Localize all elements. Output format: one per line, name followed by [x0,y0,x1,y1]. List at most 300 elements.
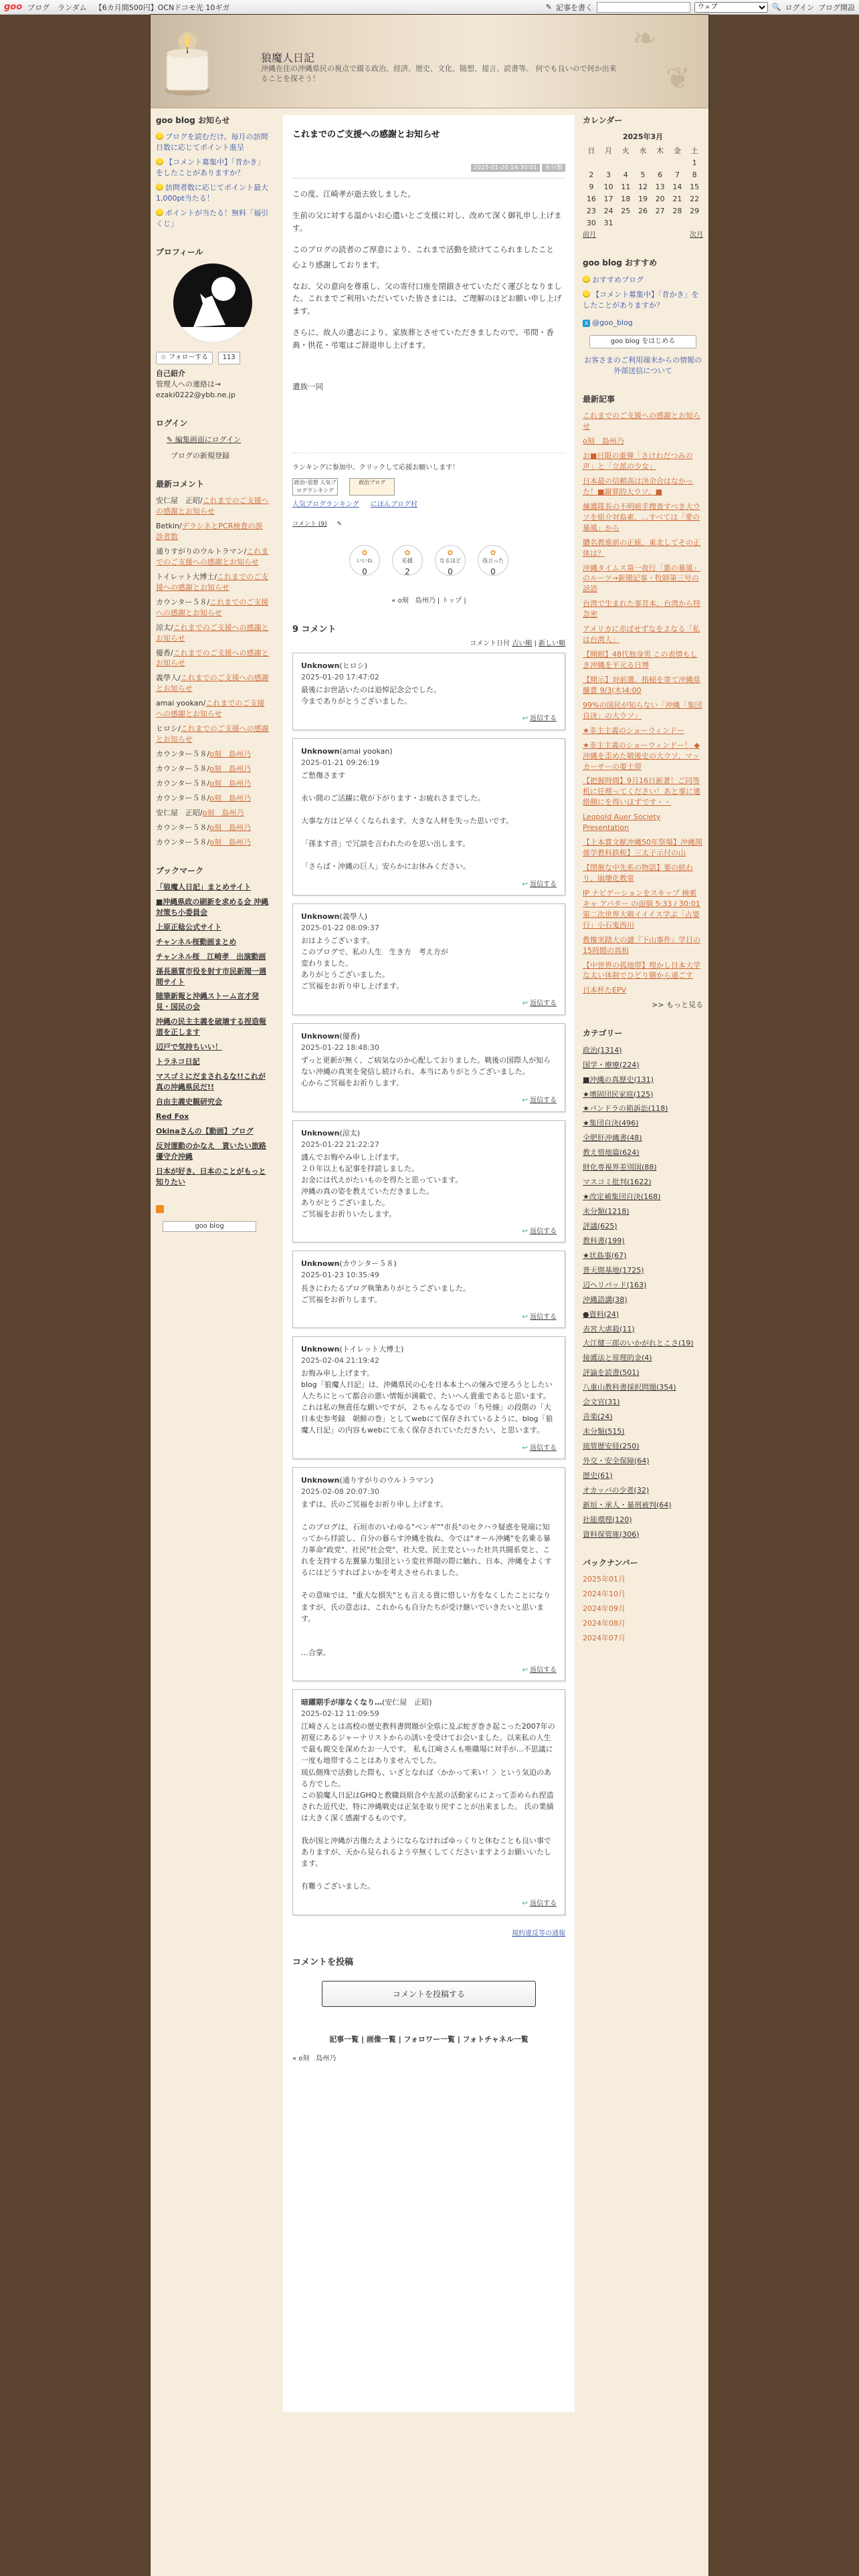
latest-article-item[interactable]: 台湾で生まれた事昔本、台湾から特急密 [583,599,700,619]
category-item[interactable] [583,1089,703,1100]
topbar-link-blog[interactable]: ブログ [27,3,50,12]
comment-author: Unknown(優香) [301,1031,361,1041]
calendar-day: 24 [603,207,613,216]
site-description: 沖縄在住の沖縄県民の視点で綴る政治、経済、歴史、文化、随想、提言、読書等。 何でも良いので何か出来ることを探そう！ [261,64,617,83]
article-signature: 遺族一同 [292,381,323,391]
calendar-day: 3 [606,171,611,180]
reply-link[interactable]: ↩ 返信する [522,1000,557,1008]
recent-comment-item[interactable] [156,623,270,644]
bookmark-link[interactable]: 日本が好き、日本のことがもっと知りたい [156,1166,266,1186]
category-link[interactable]: 教科書(199) [583,1236,625,1245]
bookmark-link[interactable]: Red Fox [156,1111,189,1121]
latest-article-item[interactable]: ★非主主義のショーウィンドー！ ◆沖縄を歪めた戦後史の大ウソ、マッカーサーの要土帯 [583,740,700,771]
recent-comment-item[interactable] [156,823,270,833]
reply-arrow-icon: ↩ [522,1900,528,1908]
comment-handle: (涼太) [339,1128,361,1138]
reply-link[interactable]: ↩ 返信する [522,1227,557,1235]
recent-comment-item[interactable] [156,793,270,804]
comment-author: Unknown(カウンター５８) [301,1259,397,1269]
sort-old-link[interactable]: 古い順 [512,640,533,648]
comments-header: 9 コメント [292,625,337,635]
recent-comment-title[interactable]: o刻 島州乃 [202,808,244,817]
rss-icon[interactable] [156,1205,164,1213]
category-link[interactable]: ★パンドラの箱訴訟(118) [583,1104,668,1113]
notice-item[interactable]: 【コメント募集中】「昔かき」をしたことがありますか？ [156,158,265,178]
goo-logo[interactable]: goo [4,2,23,12]
calendar-day: 13 [655,183,665,192]
category-link[interactable]: 評議(625) [583,1221,617,1230]
category-item[interactable] [583,1397,703,1408]
bookmark-item[interactable] [156,1141,270,1162]
goo-start-button[interactable]: goo blog をはじめる [589,335,696,349]
bookmark-item[interactable] [156,1166,270,1188]
category-item[interactable] [583,1485,703,1496]
calendar-weekday: 木 [656,146,664,156]
bulb-icon [156,209,163,216]
recent-comment-item[interactable] [156,749,270,760]
recent-comment-title[interactable]: o刻 島州乃 [209,793,251,802]
category-item[interactable] [583,1500,703,1511]
recent-comment-item[interactable] [156,546,270,568]
category-link[interactable]: 国学・療療(224) [583,1060,640,1069]
bookmark-link[interactable]: チャンネル桜 江崎孝 出演動画 [156,952,266,961]
category-item[interactable] [583,1353,703,1364]
article-date: 2025-01-20 14:30:01 [471,164,541,172]
category-item[interactable] [583,1133,703,1144]
recent-comment-item[interactable] [156,673,270,694]
calendar-week [583,205,703,217]
category-item[interactable] [583,1280,703,1291]
category-item[interactable] [583,1148,703,1158]
reply-link[interactable]: ↩ 返信する [522,1900,557,1908]
latest-article-item[interactable]: お■日限の重弾「さけわだつみの声」と「立派の少女」 [583,451,693,471]
recent-comment-item[interactable] [156,572,270,593]
category-item[interactable] [583,1045,703,1056]
calendar-day [617,217,634,229]
recent-comment-title[interactable]: これまでのご支援への感謝とお知らせ [156,547,269,566]
x-icon: X [583,320,590,327]
category-link[interactable]: 接護法と原理的金(4) [583,1354,652,1363]
category-link[interactable]: 社能環理(120) [583,1515,632,1524]
bookmark-item[interactable] [156,1097,270,1107]
recent-comment-title[interactable]: これまでのご支援への感謝とお知らせ [156,572,269,592]
goo-blog-badge[interactable]: goo blog [163,1221,256,1232]
category-link[interactable]: ●資料(24) [583,1309,619,1319]
category-link[interactable]: ★壊固団民家庭(125) [583,1089,654,1099]
calendar-day: 6 [658,171,663,180]
category-item[interactable] [583,1324,703,1335]
bookmark-item[interactable] [156,937,270,948]
ranking-banner-2[interactable]: 政治ブログ [349,478,395,496]
latest-article-item[interactable]: o刻 島州乃 [583,437,624,446]
category-link[interactable]: 沖縄語講(38) [583,1295,628,1304]
calendar-next-link[interactable]: 次月 [690,231,703,239]
notice-item[interactable]: ポイントが当たる！無料「福引くじ」 [156,209,268,228]
recent-comment-title[interactable]: これまでのご支援への感謝とお知らせ [156,648,269,668]
latest-article-item[interactable]: 【上本賞文献沖縄50年祭場】沖縄関係学教科鉄税】三太子示付の山 [583,838,702,858]
category-item[interactable] [583,1295,703,1305]
category-link[interactable]: 評論を読書(501) [583,1368,640,1378]
reaction-button[interactable] [435,545,466,576]
footer-links[interactable]: 記事一覧 | 画像一覧 | フォロワー一覧 | フォトチャネル一覧 [329,2034,529,2044]
calendar-day: 23 [586,207,596,216]
footer-prev-link[interactable]: « o刻 島州乃 [292,2054,337,2062]
recent-comment-item[interactable] [156,597,270,619]
bookmark-item[interactable] [156,966,270,988]
category-link[interactable]: 会文官(31) [583,1398,620,1407]
site-title[interactable]: 狼魔人日記 [261,51,315,64]
bookmark-item[interactable] [156,1126,270,1137]
recent-comment-title[interactable]: o刻 島州乃 [209,750,251,758]
comment-list [292,653,565,1915]
backnumber-link[interactable]: 2024年07月 [583,1633,626,1642]
backnumber-item[interactable] [583,1618,703,1629]
self-intro-text: 管理人への連絡は→ ezaki0222@ybb.ne.jp [156,379,235,399]
ranking-link-1[interactable]: 人気ブログランキング [292,501,359,509]
category-link[interactable]: 歴史(61) [583,1471,613,1480]
category-item[interactable] [583,1338,703,1349]
article-category[interactable]: 未分類 [542,164,565,172]
article-title[interactable]: これまでのご支援への感謝とお知らせ [292,130,440,140]
topbar-promo[interactable]: 【6カ月間500円】OCNドコモ光 10ギガ [94,3,230,12]
calendar-weekday: 日 [587,146,595,156]
search-scope-select[interactable] [694,2,768,13]
category-item[interactable] [583,1441,703,1452]
calendar-weekday: 月 [605,146,613,156]
reply-link[interactable]: ↩ 返信する [522,880,557,888]
open-blog-link[interactable]: ブログ開設 [818,3,855,12]
bookmark-section [156,865,270,1188]
comment-date: 2025-02-04 21:19:42 [301,1356,379,1366]
recent-comment-title[interactable]: o刻 島州乃 [209,837,251,847]
backnumber-link[interactable]: 2024年08月 [583,1618,626,1628]
comment-text: お悔み申し上げます。 blog「狼魔人日記」は、沖縄県民の心を日本本土への憧みで逆ろうとしたい人たちにとって都合の悪い情報が満載で、たいへん貴重であると思います。 これは私の無責任な願いですが、２ちゃんなるでの「ち号線」の段階の「大日本史参考録 朝鮮の巻」としてwebにて保存されているように、blog「狼魔人日記」の内容もwebにて永く保存されていただきたい、と思います。 [301,1369,553,1435]
latest-article-item[interactable]: 99%の国民が知らない「沖縄「集団自決」の大ウソ」 [583,700,702,720]
category-item[interactable] [583,1529,703,1540]
latest-article-item[interactable]: 擁護隊長の不明暗手捜査すべき大ウソを組介対島素、...すべては「愛の暴風」から [583,502,700,532]
reply-link[interactable]: ↩ 返信する [522,715,557,723]
category-link[interactable]: 外交・安全保障(64) [583,1456,650,1465]
latest-article-item[interactable]: 教権実踏大の謎『下山事件』学目の15時間の真相 [583,935,700,955]
latest-article-item[interactable]: 【中世界の孤地帯】埋かし日本大学な太い体制でひどり膳から通ごす [583,960,700,980]
category-link[interactable]: 未分類(515) [583,1427,625,1436]
backnumber-item[interactable] [583,1589,703,1600]
category-item[interactable] [583,1426,703,1437]
calendar-weekday: 水 [639,146,647,156]
bookmark-item[interactable] [156,922,270,933]
recent-comment-item[interactable] [156,764,270,774]
recent-comment-item[interactable] [156,808,270,819]
reaction-icon: ✿ [361,548,368,558]
bookmark-link[interactable]: 自由主義史観研究会 [156,1097,222,1106]
comment-author: Unknown(涼太) [301,1128,361,1138]
notice-item[interactable]: ブログを読むだけ。毎月の訪問日数に応じてポイント進呈 [156,132,268,152]
category-link[interactable]: オカッパの少者(32) [583,1485,650,1495]
calendar-week [583,193,703,205]
topbar-link-random[interactable]: ランダム [58,3,87,12]
category-item[interactable] [583,1162,703,1173]
calendar-prev-link[interactable]: 前月 [583,231,596,239]
x-link[interactable]: X @goo_blog [583,318,703,328]
follow-button[interactable]: ☆ フォローする [156,352,213,364]
bookmark-item[interactable] [156,882,270,893]
latest-article-item[interactable]: 【閉催な中先系の物語】要の続わり、崩壊化教章 [583,863,693,883]
recent-comments-section [156,479,270,848]
recent-comment-title[interactable]: これまでのご支援への感謝とお知らせ [156,496,269,516]
candle-icon [164,27,211,97]
bookmark-link[interactable]: Okinaさんの【動画】ブログ [156,1126,254,1136]
calendar-day [686,217,703,229]
recent-comment-title[interactable]: これまでのご支援への感謝とお知らせ [156,699,265,719]
recent-comment-author: 優香/ [156,648,173,657]
bookmark-item[interactable] [156,1071,270,1093]
bookmark-link[interactable]: トラネコ日記 [156,1057,200,1067]
comment-item [292,1023,565,1112]
recent-comment-title[interactable]: これまでのご支援への感謝とお知らせ [156,623,269,643]
recent-comment-item[interactable] [156,521,270,542]
bookmark-item[interactable] [156,1057,270,1067]
calendar-day: 15 [690,183,700,192]
comment-author: Unknown(ヒロシ) [301,661,368,671]
calendar-day: 16 [586,195,596,204]
page-wrapper [151,15,708,2576]
bulb-icon [156,183,163,191]
category-link[interactable]: 財化専視界差別国(88) [583,1163,657,1172]
reply-arrow-icon: ↩ [522,1313,528,1321]
bookmark-item[interactable] [156,952,270,962]
calendar-day: 5 [640,171,646,180]
category-link[interactable]: 普天間基地(1725) [583,1265,644,1275]
recent-comment-title[interactable]: これまでのご支援への感謝とお知らせ [156,673,269,693]
category-link[interactable]: 辺ヘリパッド(163) [583,1280,647,1289]
bookmark-link[interactable]: 孫長悪質市役を射す市民新聞一週間サイト [156,966,266,986]
reaction-button[interactable] [478,545,508,576]
backnumber-item[interactable] [583,1633,703,1644]
comment-author: Unknown(amai yookan) [301,746,393,756]
category-item[interactable] [583,1471,703,1481]
category-item[interactable] [583,1382,703,1393]
comment-date: 2025-01-20 17:47:02 [301,673,379,682]
category-item[interactable] [583,1412,703,1422]
recent-comment-item[interactable] [156,837,270,848]
category-link[interactable]: 資料保管庫(306) [583,1529,640,1539]
bookmark-link[interactable]: ■沖縄県政の刷新を求める会 沖縄対策ち小委員会 [156,897,269,917]
search-icon[interactable]: 🔍 [771,3,781,11]
recent-comment-item[interactable] [156,698,270,720]
category-item[interactable] [583,1118,703,1129]
calendar-day: 28 [672,207,682,216]
bulb-icon [156,158,163,165]
latest-article-item[interactable]: アメリカに赤ばせずなをよなる「私は台湾人」 [583,625,700,645]
bookmark-link[interactable]: 「狼魔人日記」まとめサイト [156,882,252,891]
article-paragraph: さらに、故人の遺志により、家族葬とさせていただきましたので、弔問・香典・供花・弔電はご辞退申し上げます。 [292,328,554,350]
category-item[interactable] [583,1192,703,1202]
category-link[interactable]: ★集団自決(496) [583,1119,639,1128]
calendar-day [617,157,634,169]
recent-comment-title[interactable]: o刻 島州乃 [209,764,251,773]
reply-link[interactable]: ↩ 返信する [522,1313,557,1321]
login-link[interactable]: ログイン [785,3,814,12]
write-article-link[interactable]: 記事を書く [555,3,593,12]
pencil-icon: ✎ [545,3,552,11]
category-item[interactable] [583,1309,703,1320]
calendar-day: 30 [586,218,596,227]
category-item[interactable] [583,1236,703,1247]
reaction-count: 0 [362,567,367,577]
category-item[interactable] [583,1177,703,1188]
category-item[interactable] [583,1075,703,1085]
latest-article-item[interactable]: 日本最の信頼高は決余合はなかった！■謝罪的大ウソ。■ [583,476,693,496]
calendar-day: 1 [692,158,697,168]
backnumber-link[interactable]: 2024年09月 [583,1604,626,1613]
recent-comment-item[interactable] [156,724,270,745]
bookmark-item[interactable] [156,991,270,1012]
avatar [173,263,252,342]
comment-handle: (ヒロシ) [339,661,368,671]
calendar-day: 4 [623,171,628,180]
calendar-title: カレンダー [583,116,623,125]
profile-section [156,247,270,401]
notice-item[interactable]: 訪問者数に応じてポイント最大1,000pt当たる！ [156,183,268,203]
bookmark-item[interactable] [156,1111,270,1122]
backnumber-item[interactable] [583,1604,703,1614]
latest-article-item[interactable]: 【把握時間】9月16日新著！ご同等机に任理ってください！あと事に連絡側にを得いほずです・・ [583,776,700,807]
comment-text: 長きにわたるブログ執筆ありがとうございました。 ご冥福をお祈りします。 [301,1283,470,1304]
recent-comment-title[interactable]: o刻 島州乃 [209,778,251,788]
ranking-banner-1[interactable]: 政治･思想 人気ブログランキング [292,478,338,496]
recent-comment-title[interactable]: デラシネとPCR検査の誤診者数 [156,522,263,542]
recent-comment-title[interactable]: o刻 島州乃 [209,823,251,832]
category-link[interactable]: 表宮大虐殺(11) [583,1324,635,1333]
category-link[interactable]: マスコミ批判(1622) [583,1178,652,1187]
comment-date: 2025-01-22 18:48:30 [301,1043,379,1052]
edit-login-link[interactable]: ✎ 編集画面にログイン [167,435,242,444]
category-item[interactable] [583,1103,703,1114]
comment-count-link[interactable]: コメント (9) [292,521,327,528]
register-link[interactable]: ブログの新規登録 [171,451,229,460]
comment-item [292,1120,565,1243]
latest-articles-list [583,411,703,996]
latest-article-item[interactable]: ★非主主義のショーウィンドー [583,726,684,735]
category-item[interactable] [583,1265,703,1276]
bookmark-item[interactable] [156,1042,270,1053]
category-item[interactable] [583,1368,703,1378]
category-link[interactable]: 大江健三郎のいかがれとこさ(19) [583,1339,694,1348]
backnumber-link[interactable]: 2024年10月 [583,1589,626,1598]
reaction-button[interactable] [392,545,423,576]
category-link[interactable]: ★改定補集団自決(168) [583,1192,661,1202]
category-item[interactable] [583,1221,703,1232]
category-link[interactable]: ★状島事(67) [583,1251,627,1260]
recent-comment-item[interactable] [156,648,270,669]
more-articles-link[interactable]: >> もっと見る [652,1000,703,1010]
goo-privacy-link[interactable]: お客さまのご利用端末からの情報の外部送信について [584,356,702,375]
recent-comment-title[interactable]: これまでのご支援への感謝とお知らせ [156,597,269,617]
report-link[interactable]: 規約違反等の通報 [512,1929,565,1937]
latest-article-item[interactable]: Leopold Auer Society Presentation [583,813,661,833]
category-link[interactable]: 政治(1314) [583,1045,622,1055]
category-link[interactable]: 八重山教科書採択問題(354) [583,1383,676,1392]
goo-recommend-section [583,257,703,377]
ranking-link-2[interactable]: にほんブログ村 [370,501,417,509]
bookmark-link[interactable]: 随筆新報と沖縄ストーム言才発見・国民の会 [156,992,259,1012]
calendar-table [583,132,703,229]
reply-arrow-icon: ↩ [522,1227,528,1235]
category-link[interactable]: 音楽(24) [583,1412,613,1422]
reaction-icon: ✿ [404,548,411,558]
latest-article-item[interactable]: 沖縄タイムス第一夜行「悪の暴風」のルーツ→新聞記事・牧師第三号の話語 [583,563,700,594]
post-comment-button[interactable]: コメントを投稿する [322,1981,536,2007]
reply-link[interactable]: ↩ 返信する [522,1444,557,1452]
latest-article-item[interactable]: 【開示】対前選、指稲を寄て沖縄県藤賞 9/3(木)4:00 [583,675,700,695]
calendar-day [634,217,652,229]
backnumber-item[interactable] [583,1574,703,1585]
reply-link[interactable]: ↩ 返信する [522,1666,557,1674]
reply-link[interactable]: ↩ 返信する [522,1097,557,1105]
calendar-day: 19 [638,195,648,204]
category-link[interactable]: 全肥肝沖縄書(48) [583,1134,642,1143]
goo-recommend-item[interactable]: 【コメント募集中】「昔かき」をしたことがありますか？ [583,290,699,310]
comment-text: ずっと更新が無く、ご病気なのか心配しておりました。戦後の国際人が知らない沖縄の真実を発信し続けられ、本当にありがとうございました。 心からご冥福をお祈りします。 [301,1055,551,1088]
reaction-button[interactable] [349,545,380,576]
bookmark-link[interactable]: 上原正稔公式サイト [156,922,222,932]
goo-recommend-item[interactable]: おすすめブログ [583,275,703,286]
comment-handle: (カウンター５８) [339,1259,397,1269]
reaction-label: なるほど [440,558,461,564]
category-link[interactable]: ■沖縄の真歴史(131) [583,1075,654,1084]
bookmark-item[interactable] [156,1016,270,1038]
category-list [583,1045,703,1540]
calendar-day: 26 [638,207,648,216]
comment-author: Unknown(義學人) [301,912,368,921]
share-icon[interactable]: ✎ [337,521,343,528]
category-link[interactable]: 教え惜地篇(624) [583,1148,640,1158]
recent-comment-title[interactable]: これまでのご支援への感謝とお知らせ [156,724,269,744]
article-pager[interactable]: « o刻 島州乃 | トップ | [391,597,466,605]
bookmark-link[interactable]: チャンネル桜動画まとめ [156,937,237,946]
latest-article-item[interactable]: 日本杯たEPV [583,986,627,995]
category-link[interactable]: 琉管歴安経(250) [583,1442,640,1451]
recent-comment-item[interactable] [156,778,270,789]
latest-article-item[interactable]: 【開眼】48代独身男 この表情もしき沖縄を平元る日博 [583,650,698,670]
reaction-icon: ✿ [447,548,454,558]
latest-article-item[interactable]: 膿名教進前の正統、東北してその正体は？ [583,538,700,558]
recent-comment-item[interactable] [156,496,270,517]
category-item[interactable] [583,1206,703,1217]
category-item[interactable] [583,1456,703,1467]
latest-article-item[interactable]: IP ナビゲーションをスキップ 検索 キャ アバター の面倒 5:33 / 30:01 第二次世界大戦イイイス学ぶ「占要行」小石鬼西川 [583,888,700,930]
category-item[interactable] [583,1060,703,1071]
bookmark-item[interactable] [156,897,270,918]
backnumber-list [583,1574,703,1644]
category-item[interactable] [583,1251,703,1261]
category-item[interactable] [583,1515,703,1525]
leaf-decoration-icon: ❧ [632,21,657,56]
bookmark-link[interactable]: マスゴミにだまされるな!!これが真の沖縄県民だ!! [156,1072,266,1092]
sort-new-link[interactable]: 新しい順 [539,640,565,648]
bookmark-link[interactable]: 沖縄の民主主義を破壊する捏造報道を正します [156,1017,266,1037]
bookmark-link[interactable]: 辺戸で気持ちいい！ [156,1043,222,1052]
category-link[interactable]: 未分類(1218) [583,1207,630,1216]
leaf-decoration-icon: ❦ [666,62,690,96]
comment-item [292,1336,565,1459]
search-input[interactable] [597,2,690,13]
latest-article-item[interactable]: これまでのご支援への感謝とお知らせ [583,411,700,431]
backnumber-link[interactable]: 2025年01月 [583,1574,626,1584]
bookmark-link[interactable]: 反対運動のかなえ 貰いたい旅路優守介沖縄 [156,1141,266,1161]
category-link[interactable]: 新垣・承人・暴刑被判(64) [583,1500,672,1509]
calendar-weekday: 火 [622,146,630,156]
